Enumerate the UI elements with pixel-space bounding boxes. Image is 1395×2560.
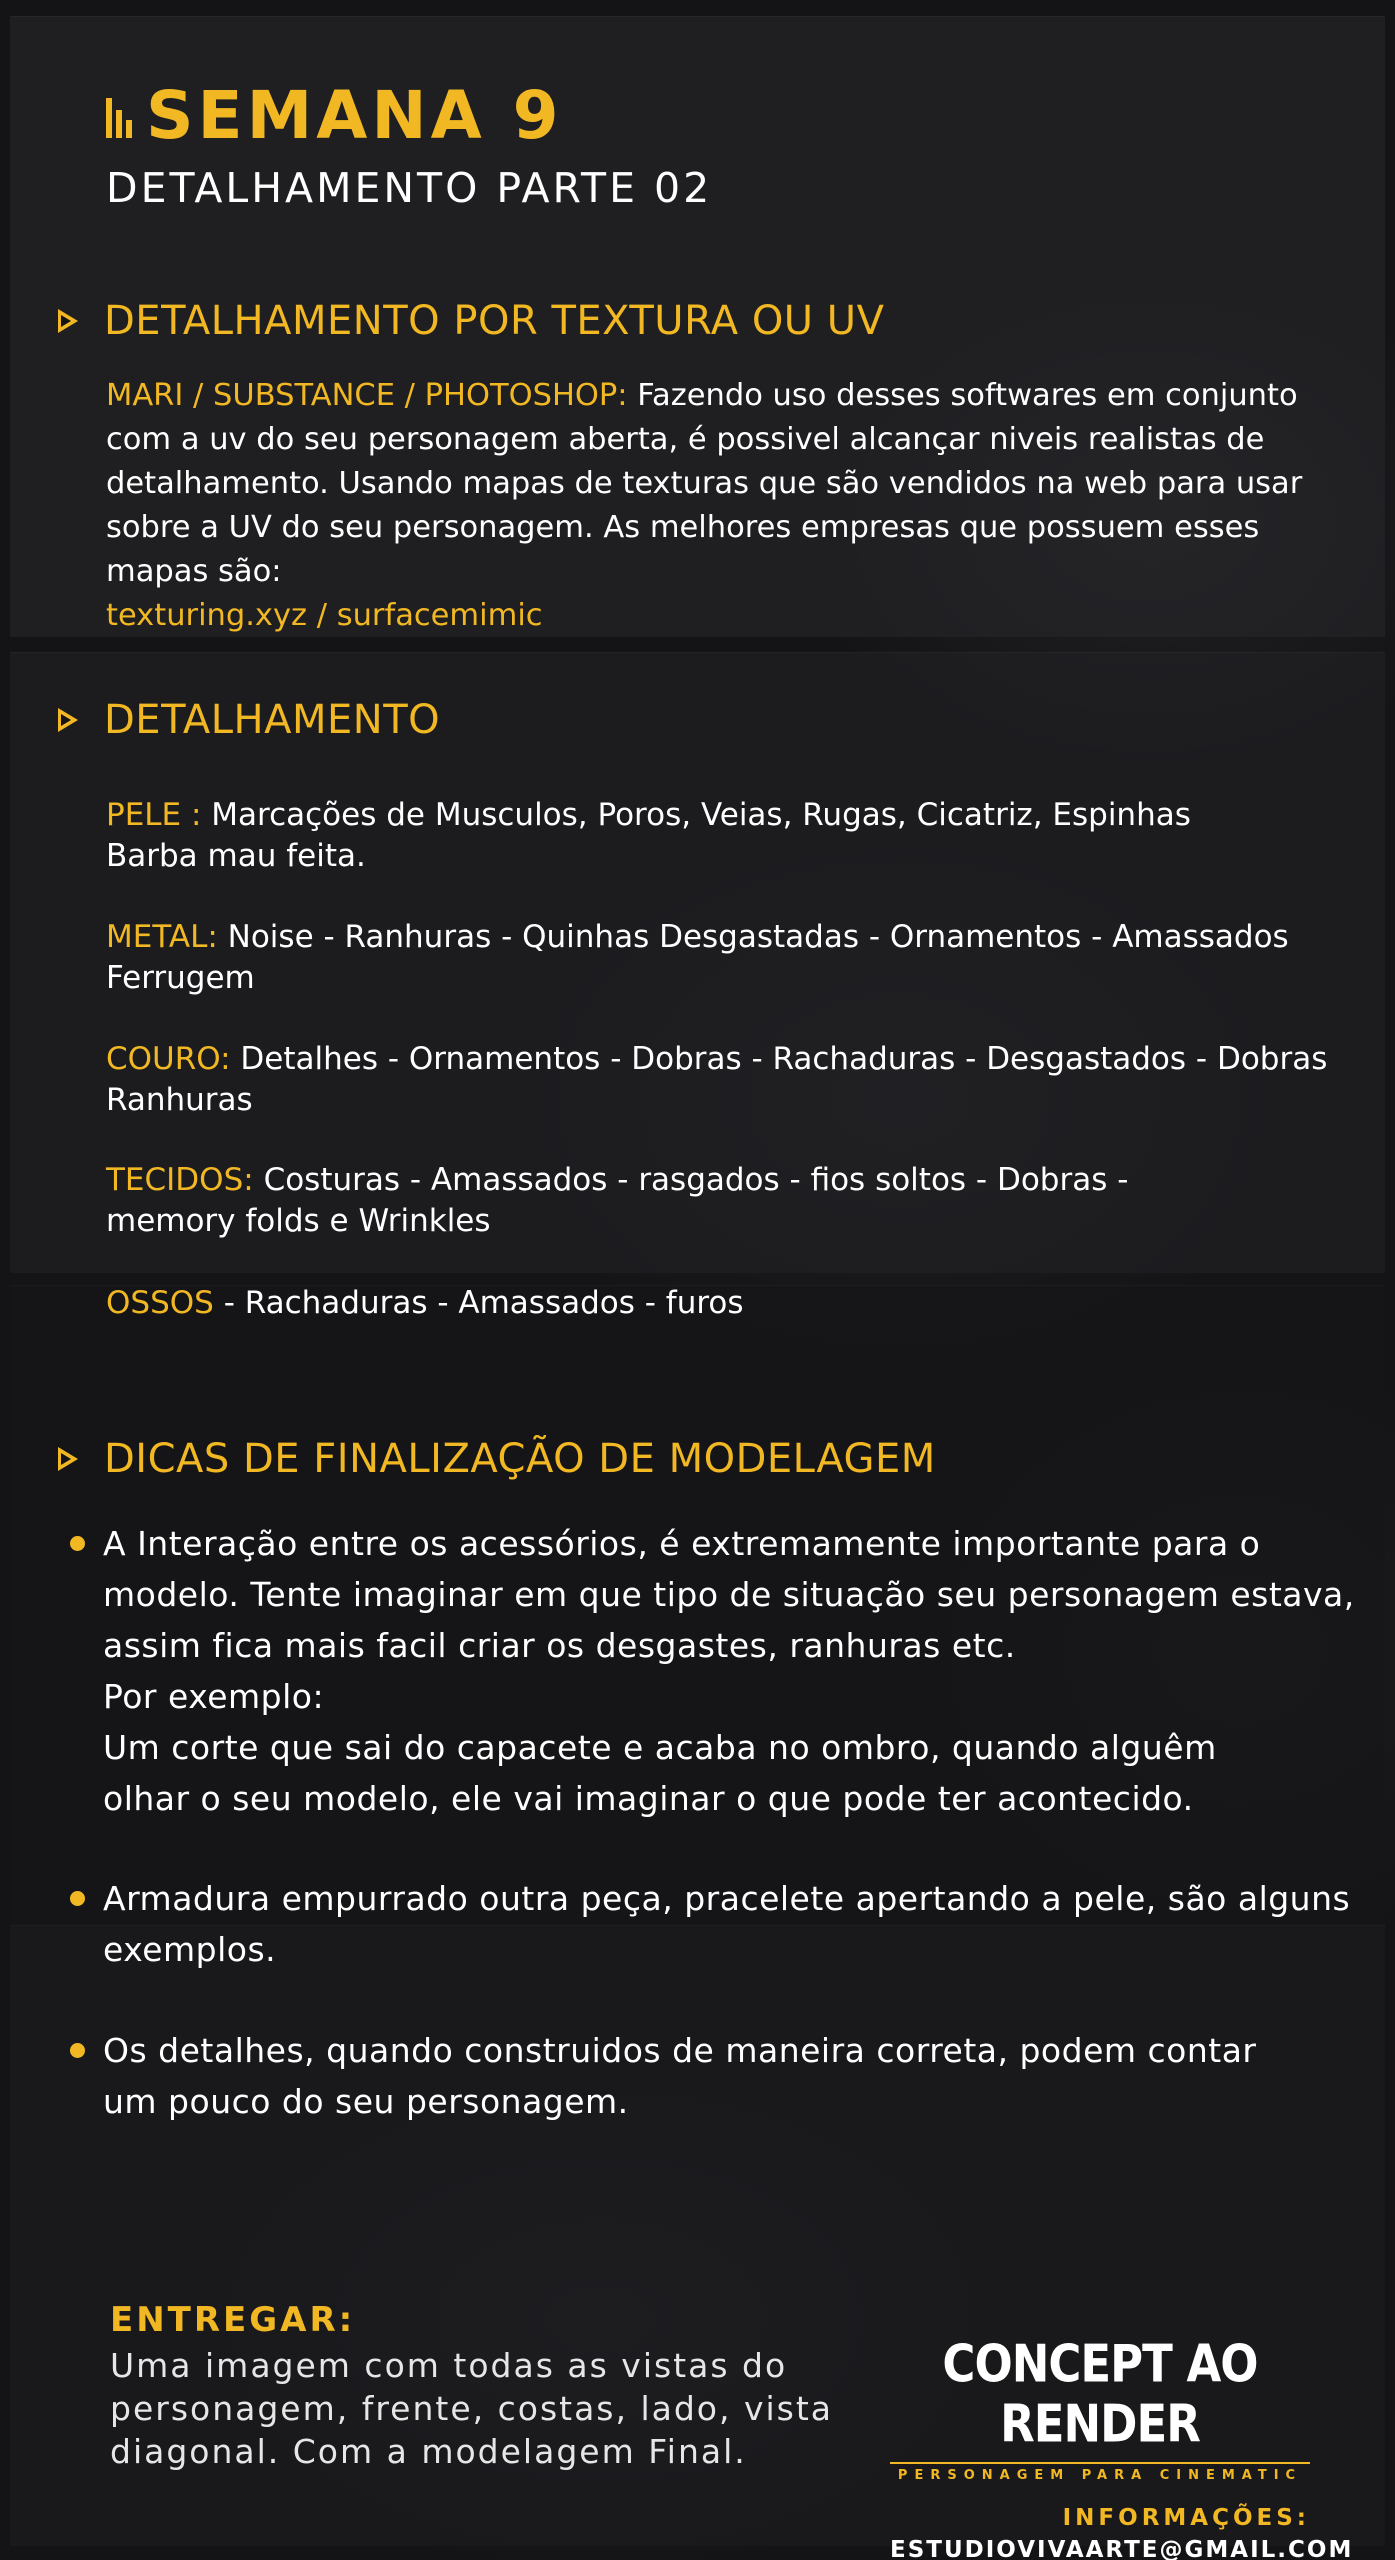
triangle-icon (58, 309, 78, 333)
brand-divider (890, 2462, 1310, 2464)
page-subtitle: DETALHAMENTO PARTE 02 (106, 164, 713, 212)
detail-label: COURO: (106, 1041, 231, 1077)
section-title-tips (58, 1436, 936, 1482)
section-title-label: DETALHAMENTO POR TEXTURA OU UV (104, 298, 885, 344)
detail-item-tecidos (106, 1160, 1346, 1242)
texture-links: texturing.xyz / surfacemimic (106, 598, 543, 633)
deliver-block (110, 2300, 890, 2473)
section-title-detail (58, 697, 440, 743)
section-title-label: DETALHAMENTO (104, 697, 441, 743)
tip-bullet (70, 1518, 1360, 1824)
deliver-text: Uma imagem com todas as vistas do personagem, frente, costas, lado, vista diagonal. Com a modelagem Final. (110, 2346, 834, 2471)
tip-bullet (70, 1873, 1360, 1975)
detail-item-pele (106, 795, 1346, 877)
detail-label: TECIDOS: (106, 1162, 254, 1198)
info-label: INFORMAÇÕES: (1062, 2505, 1310, 2531)
detail-label: PELE : (106, 797, 202, 833)
detail-text-line2: memory folds e Wrinkles (106, 1203, 491, 1239)
tip-text: A Interação entre os acessórios, é extremamente importante para o modelo. Tente imaginar em que tipo de situação seu personagem estava, assim fica mais facil criar os desgastes, ranhuras etc. Por exemplo: Um corte que sai do capacete e acaba no ombro, quando alguêm olhar o seu modelo, ele vai imaginar o que pode ter acontecido. (103, 1524, 1355, 1818)
detail-text: Noise - Ranhuras - Quinhas Desgastadas - Ornamentos - Amassados (217, 919, 1289, 955)
bullet-dot-icon (70, 2043, 85, 2058)
detail-item-metal (106, 917, 1346, 999)
header (106, 78, 712, 212)
section-title-texture (58, 298, 884, 344)
bars-icon (106, 94, 136, 138)
week-title: SEMANA 9 (146, 77, 563, 154)
contact-email: ESTUDIOVIVAARTE@GMAIL.COM (890, 2537, 1354, 2560)
tip-text: Os detalhes, quando construidos de maneira correta, podem contar um pouco do seu personagem. (103, 2031, 1257, 2121)
detail-text-line2: Ranhuras (106, 1082, 253, 1118)
texture-text: Fazendo uso desses softwares em conjunto com a uv do seu personagem aberta, é possivel alcançar niveis realistas de detalhamento. Usando mapas de texturas que são vendidos na web para usar sobre a UV do seu personagem. As melhores empresas que possuem esses mapas são: (106, 378, 1303, 589)
detail-text-line2: Ferrugem (106, 960, 255, 996)
tip-bullet (70, 2025, 1360, 2127)
detail-label: METAL: (106, 919, 218, 955)
texture-paragraph (106, 374, 1346, 638)
triangle-icon (58, 1447, 78, 1471)
bullet-dot-icon (70, 1536, 85, 1551)
section-title-label: DICAS DE FINALIZAÇÃO DE MODELAGEM (104, 1436, 936, 1482)
brand-block (890, 2333, 1354, 2560)
tip-text: Armadura empurrado outra peça, pracelete apertando a pele, são alguns exemplos. (103, 1879, 1351, 1969)
brand-subtitle: PERSONAGEM PARA CINEMATIC (897, 2468, 1303, 2483)
detail-text: Detalhes - Ornamentos - Dobras - Rachaduras - Desgastados - Dobras (230, 1041, 1328, 1077)
texture-software-label: MARI / SUBSTANCE / PHOTOSHOP: (106, 378, 628, 413)
week-row (106, 78, 712, 154)
detail-item-couro (106, 1039, 1346, 1121)
detail-text: - Rachaduras - Amassados - furos (213, 1285, 744, 1321)
brand-logo-title: CONCEPT AO RENDER (942, 2333, 1258, 2454)
triangle-icon (58, 708, 78, 732)
detail-text: Marcações de Musculos, Poros, Veias, Rugas, Cicatriz, Espinhas (201, 797, 1191, 833)
detail-item-ossos (106, 1283, 1346, 1324)
detail-label: OSSOS (106, 1285, 214, 1321)
detail-text: Costuras - Amassados - rasgados - fios soltos - Dobras - (253, 1162, 1129, 1198)
detail-text-line2: Barba mau feita. (106, 838, 366, 874)
bullet-dot-icon (70, 1891, 85, 1906)
deliver-label: ENTREGAR: (110, 2300, 356, 2340)
